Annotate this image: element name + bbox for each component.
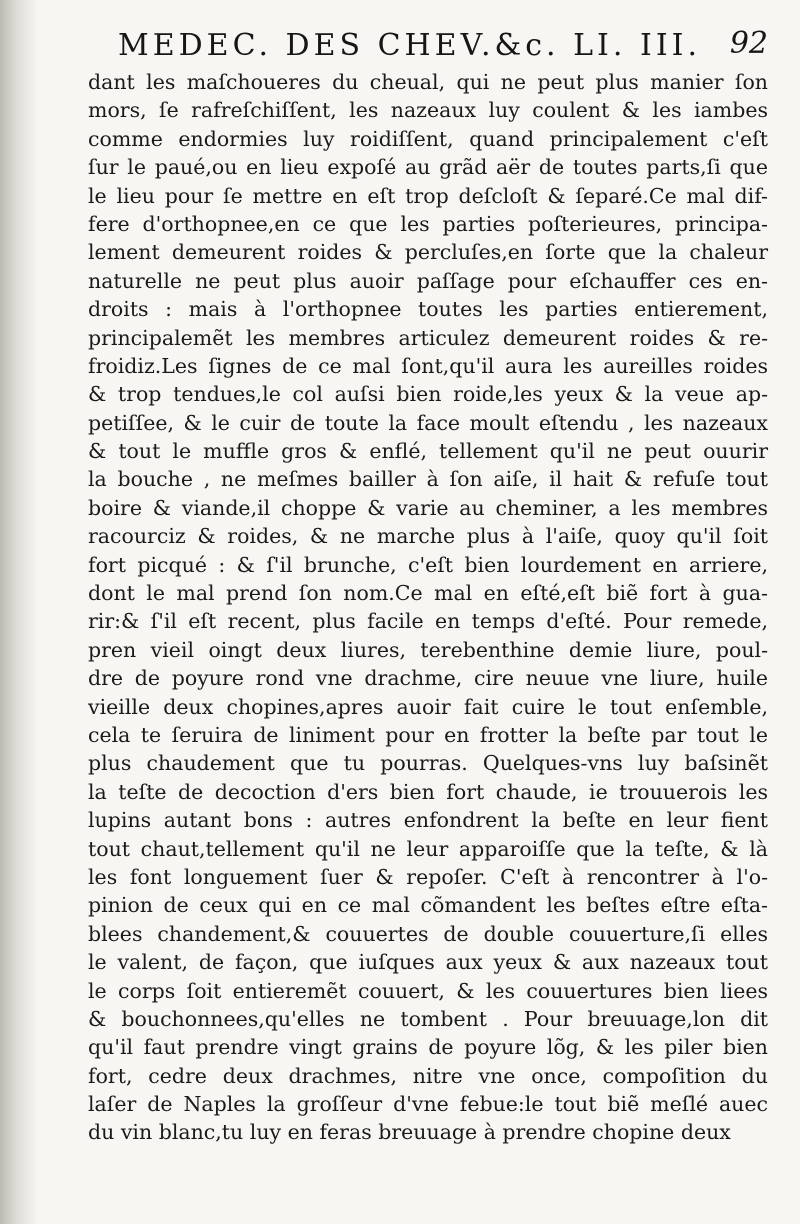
text-line: racourciz & roides, & ne marche plus à l'aiſe, quoy qu'il ſoit: [88, 524, 768, 549]
text-line: droits : mais à l'orthopnee toutes les parties entierement,: [88, 297, 768, 322]
text-line: la bouche , ne meſmes bailler à ſon aiſe, il hait & refuſe tout: [88, 467, 768, 492]
text-line: & trop tendues,le col auſsi bien roide,les yeux & la veue ap-: [88, 382, 768, 407]
text-line: principalemẽt les membres articulez demeurent roides & re-: [88, 325, 768, 350]
text-line: dant les maſchoueres du cheual, qui ne peut plus manier ſon: [88, 70, 768, 94]
text-line: fere d'orthopnee,en ce que les parties poſterieures, principa-: [88, 211, 768, 236]
text-line: petiſſee, & le cuir de toute la face moult eſtendu , les nazeaux: [88, 410, 768, 435]
text-line: les font longuement ſuer & repoſer. C'eſt à rencontrer à l'o-: [88, 864, 768, 889]
body-text: [88, 68, 768, 1147]
text-line: la teſte de decoction d'ers bien fort chaude, ie trouuerois les: [88, 779, 768, 804]
text-line: fort picqué : & ſ'il brunche, c'eſt bien lourdement en arriere,: [88, 552, 768, 577]
running-title: MEDEC. DES CHEV.&c. LI. III.: [118, 28, 702, 63]
text-line: pinion de ceux qui en ce mal cõmandent les beſtes eſtre eſta-: [88, 893, 768, 918]
text-line: & bouchonnees,qu'elles ne tombent . Pour breuuage,lon dit: [88, 1006, 768, 1031]
page-number: 92: [729, 26, 768, 61]
text-line: mors, ſe rafreſchiſſent, les nazeaux luy coulent & les iambes: [88, 98, 768, 123]
text-line: le corps ſoit entieremẽt couuert, & les couuertures bien liees: [88, 978, 768, 1003]
text-line: dre de poyure rond vne drachme, cire neuue vne liure, huile: [88, 666, 768, 691]
text-line: le valent, de façon, que iuſques aux yeux & aux nazeaux tout: [88, 950, 768, 975]
text-line: cela te ſeruira de liniment pour en frotter la beſte par tout le: [88, 722, 768, 747]
text-line: rir:& ſ'il eſt recent, plus facile en temps d'eſté. Pour remede,: [88, 609, 768, 634]
text-line: tout chaut,tellement qu'il ne leur apparoiſſe que la teſte, & là: [88, 836, 768, 861]
text-line: boire & viande,il choppe & varie au cheminer, a les membres: [88, 495, 768, 520]
text-line: vieille deux chopines,apres auoir fait cuire le tout enſemble,: [88, 694, 768, 719]
text-line: du vin blanc,tu luy en feras breuuage à prendre chopine deux: [88, 1120, 731, 1145]
text-line: blees chandement,& couuertes de double couuerture,ſi elles: [88, 921, 768, 946]
text-line: fort, cedre deux drachmes, nitre vne once, compoſition du: [88, 1063, 768, 1088]
text-line: laſer de Naples la groſſeur d'vne febue:le tout biẽ meſlé auec: [88, 1092, 768, 1117]
text-line: pren vieil oingt deux liures, terebenthine demie liure, poul-: [88, 637, 768, 662]
text-line: dont le mal prend ſon nom.Ce mal en eſté,eſt biẽ fort à gua-: [88, 581, 768, 606]
text-line: froidiz.Les ſignes de ce mal ſont,qu'il aura les aureilles roides: [88, 353, 768, 378]
text-line: le lieu pour ſe mettre en eſt trop deſcloſt & ſeparé.Ce mal dif-: [88, 183, 768, 208]
text-line: lupins autant bons : autres enfondrent la beſte en leur fient: [88, 808, 768, 833]
text-line: lement demeurent roides & percluſes,en ſorte que la chaleur: [88, 240, 768, 265]
text-line: plus chaudement que tu pourras. Quelques-vns luy baſsinẽt: [88, 751, 768, 776]
text-line: ſur le paué,ou en lieu expoſé au grãd aër de toutes parts,ſi que: [88, 155, 768, 180]
running-head: [118, 24, 768, 64]
text-line: qu'il faut prendre vingt grains de poyure lõg, & les piler bien: [88, 1035, 768, 1060]
text-line: comme endormies luy roidiſſent, quand principalement c'eſt: [88, 126, 768, 151]
text-line: naturelle ne peut plus auoir paſſage pour eſchauffer ces en-: [88, 268, 768, 293]
text-line: & tout le muffle gros & enflé, tellement qu'il ne peut ouurir: [88, 439, 768, 464]
binding-gutter-shadow: [0, 0, 38, 1224]
